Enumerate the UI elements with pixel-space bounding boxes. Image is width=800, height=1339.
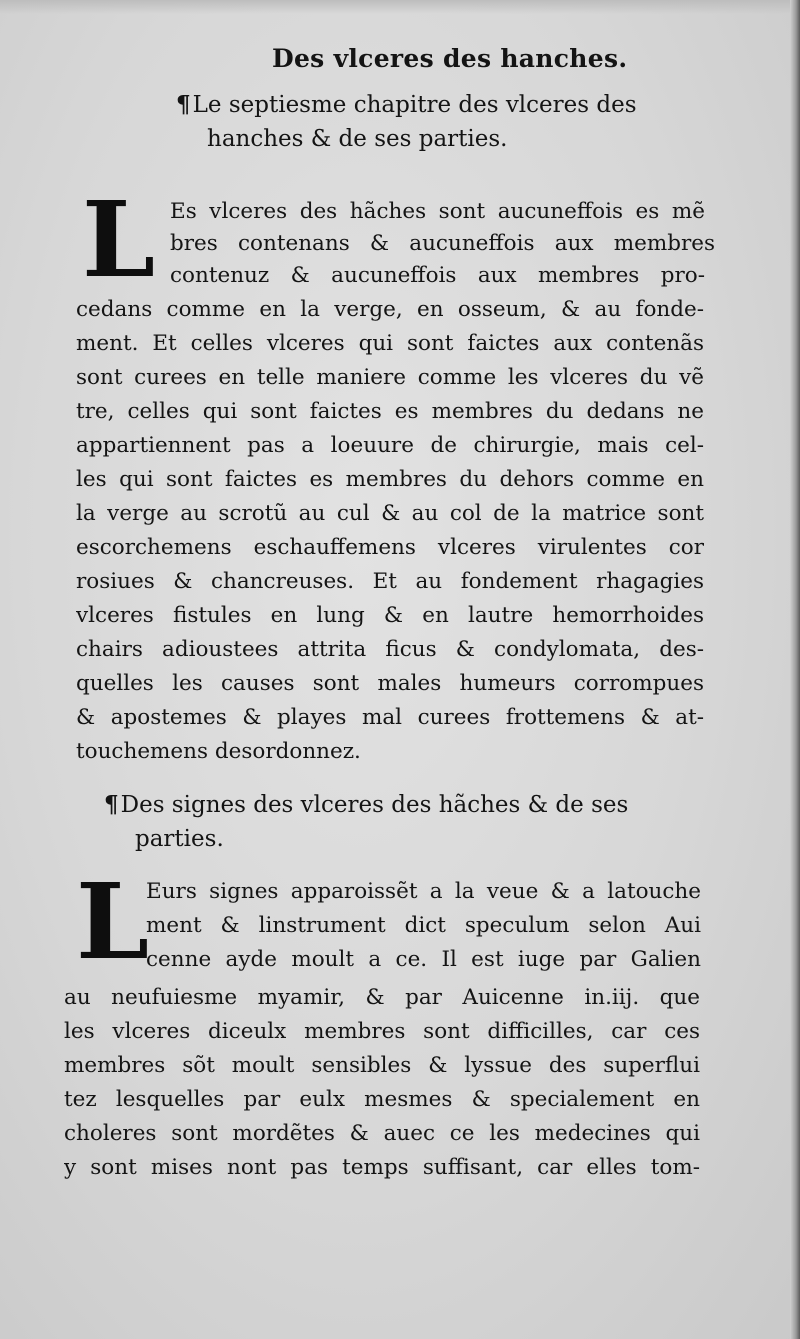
chapter-line: ment. Et celles vlceres qui sont faictes aux contenãs bbox=[76, 331, 704, 356]
signs-dropcap: L bbox=[76, 860, 150, 983]
signs-line: choleres sont mordẽtes & auec ce les medecines qui bbox=[64, 1121, 700, 1146]
chapter-line: tre, celles qui sont faictes es membres du dedans ne bbox=[76, 399, 704, 424]
chapter-line: la verge au scrotũ au cul & au col de la matrice sont bbox=[76, 501, 704, 526]
running-head: Des vlceres des hanches. bbox=[272, 44, 628, 73]
signs-heading-line-1 bbox=[104, 788, 628, 822]
chapter-line: escorchemens eschauffemens vlceres virulentes cor bbox=[76, 535, 704, 560]
signs-line: membres sõt moult sensibles & lyssue des superflui bbox=[64, 1053, 700, 1078]
page-top-shadow bbox=[0, 0, 800, 14]
signs-line: au neufuiesme myamir, & par Auicenne in.iij. que bbox=[64, 985, 700, 1010]
chapter-line: & apostemes & playes mal curees frottemens & at- bbox=[76, 705, 704, 730]
chapter-line: sont curees en telle maniere comme les vlceres du vẽ bbox=[76, 365, 704, 390]
signs-line: y sont mises nont pas temps suffisant, car elles tom- bbox=[64, 1155, 700, 1180]
signs-line: les vlceres diceulx membres sont difficilles, car ces bbox=[64, 1019, 700, 1044]
chapter-line: Es vlceres des hãches sont aucuneffois es mẽ bbox=[170, 199, 705, 224]
chapter-line: rosiues & chancreuses. Et au fondement rhagagies bbox=[76, 569, 704, 594]
signs-heading-text-1: Des signes des vlceres des hãches & de ses bbox=[120, 792, 629, 818]
chapter-line: vlceres fistules en lung & en lautre hemorrhoides bbox=[76, 603, 704, 628]
pilcrow-mark: ¶ bbox=[104, 791, 119, 818]
signs-heading-line-2: parties. bbox=[135, 826, 224, 852]
signs-line: Eurs signes apparoissẽt a la veue & a latouche bbox=[146, 879, 701, 904]
chapter-heading-text-1: Le septiesme chapitre des vlceres des bbox=[192, 92, 637, 118]
chapter-line: les qui sont faictes es membres du dehors comme en bbox=[76, 467, 704, 492]
chapter-line: chairs adioustees attrita ficus & condylomata, des- bbox=[76, 637, 704, 662]
chapter-line: bres contenans & aucuneffois aux membres bbox=[170, 231, 715, 256]
chapter-heading-line-2: hanches & de ses parties. bbox=[207, 126, 508, 152]
page-right-edge bbox=[790, 0, 800, 1339]
chapter-heading bbox=[176, 88, 637, 156]
chapter-heading-line-1 bbox=[176, 88, 637, 122]
chapter-line: touchemens desordonnez. bbox=[76, 739, 361, 764]
signs-line: ment & linstrument dict speculum selon Aui bbox=[146, 913, 701, 938]
pilcrow-mark: ¶ bbox=[176, 91, 191, 118]
signs-heading bbox=[104, 788, 628, 856]
chapter-line: contenuz & aucuneffois aux membres pro- bbox=[170, 263, 705, 288]
chapter-line: appartiennent pas a loeuure de chirurgie, mais cel- bbox=[76, 433, 704, 458]
signs-line: tez lesquelles par eulx mesmes & specialement en bbox=[64, 1087, 700, 1112]
chapter-line: cedans comme en la verge, en osseum, & au fonde- bbox=[76, 297, 704, 322]
chapter-line: quelles les causes sont males humeurs corrompues bbox=[76, 671, 704, 696]
chapter-dropcap: L bbox=[82, 178, 156, 301]
signs-line: cenne ayde moult a ce. Il est iuge par Galien bbox=[146, 947, 701, 972]
